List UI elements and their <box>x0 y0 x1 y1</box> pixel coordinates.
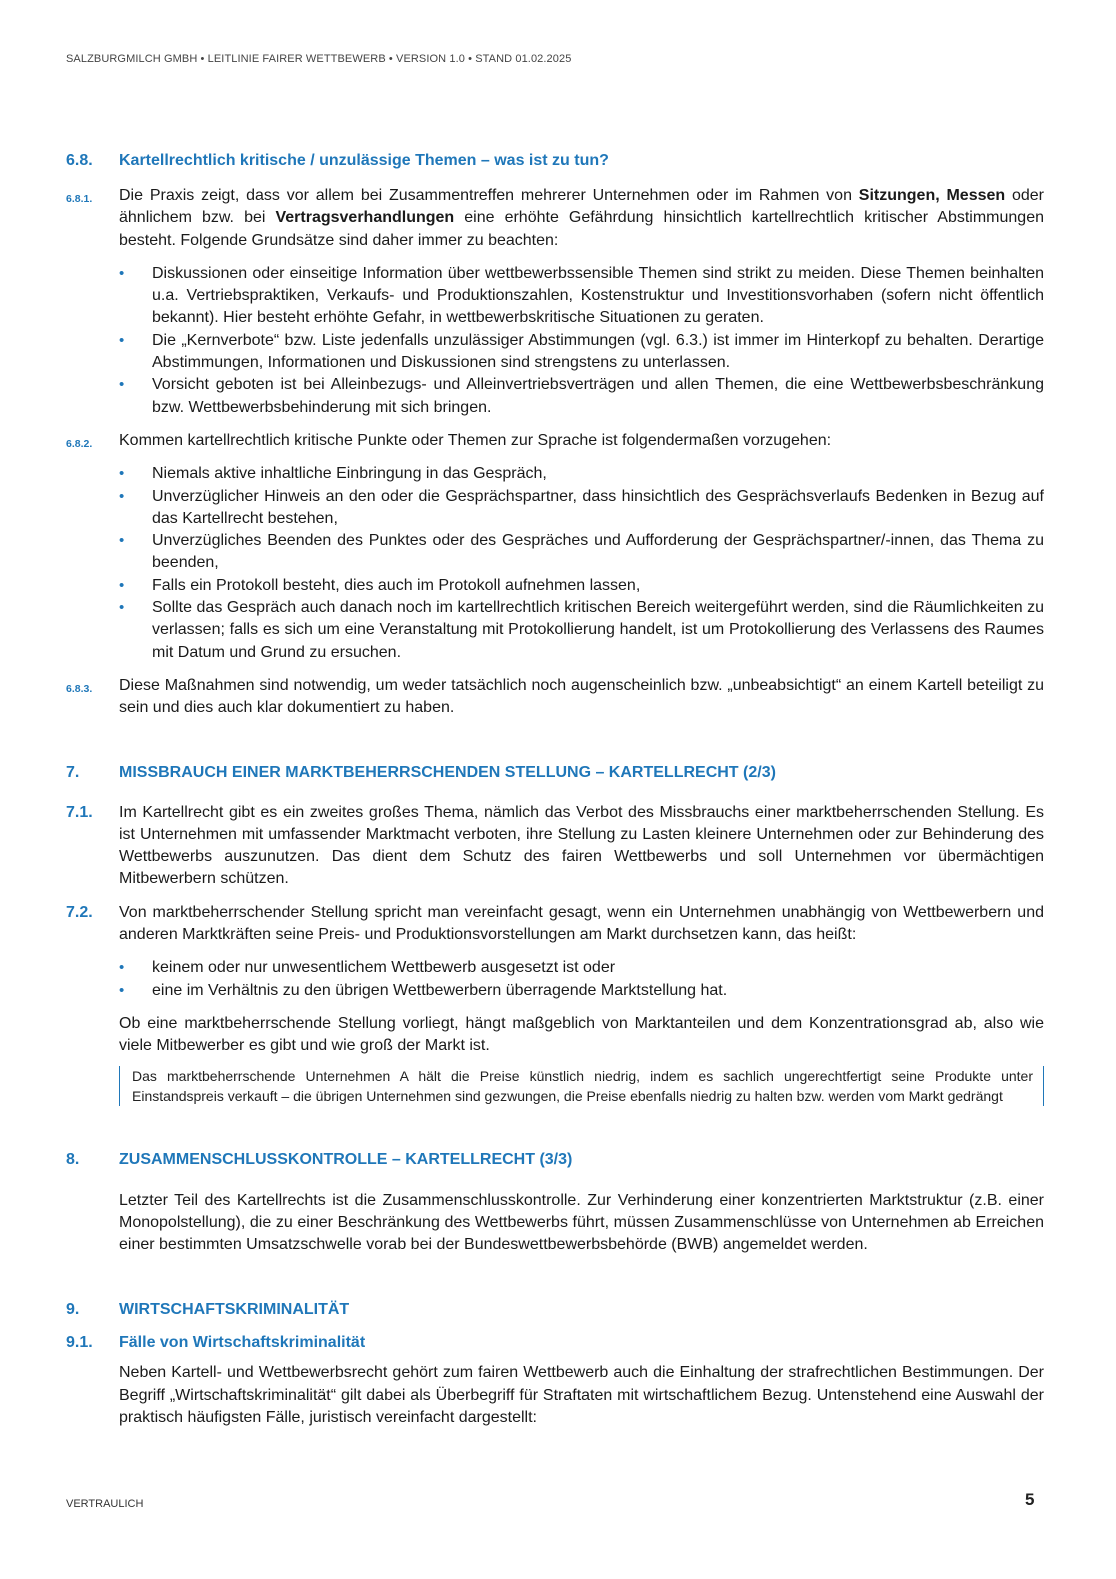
paragraph-number: 6.8.1. <box>66 193 93 205</box>
paragraph-text: Die Praxis zeigt, dass vor allem bei Zusammentreffen mehrerer Unternehmen oder im Rahmen von Sitzungen, Messen oder ähnlichem bzw. bei Vertragsverhandlungen eine erhöhte Gefährdung hinsichtlich kartellrechtlich kritischer Abstimmungen besteht. Folgende Grundsätze sind daher immer zu beachten: <box>119 187 1045 249</box>
list-item: • Niemals aktive inhaltliche Einbringung in das Gespräch, <box>119 463 1044 485</box>
bullet-list-7-2 <box>119 957 1044 1002</box>
section-8-heading <box>66 1149 1044 1171</box>
section-number: 9.1. <box>66 1334 93 1352</box>
paragraph-text: Von marktbeherrschender Stellung spricht man vereinfacht gesagt, wenn ein Unternehmen unabhängig von Wettbewerbern und anderen Marktkräften seine Preis- und Produktionsvorstellungen am Markt durchsetzen kann, das heißt: <box>119 903 1044 944</box>
section-number: 6.8. <box>66 152 93 169</box>
paragraph-7-1 <box>66 802 1044 891</box>
list-item: • Diskussionen oder einseitige Information über wettbewerbssensible Themen sind strikt zu meiden. Diese Themen beinhalten u.a. Vertriebspraktiken, Verkaufs- und Produktionszahlen, Kostenstruktur und Investitionsvorhaben (sofern nicht öffentlich bekannt). Hier besteht erhöhte Gefahr, in wettbewerbskritische Situationen zu geraten. <box>119 264 1044 327</box>
list-item: • keinem oder nur unwesentlichem Wettbewerb ausgesetzt ist oder <box>119 957 1044 979</box>
section-9-1-heading <box>66 1332 1044 1354</box>
bullet-icon: • <box>119 331 125 349</box>
bullet-icon: • <box>119 599 125 617</box>
section-title: WIRTSCHAFTSKRIMINALITÄT <box>119 1301 350 1319</box>
section-title: ZUSAMMENSCHLUSSKONTROLLE – KARTELLRECHT (3/3) <box>119 1150 573 1168</box>
bullet-icon: • <box>119 981 125 999</box>
paragraph-number: 6.8.2. <box>66 437 93 450</box>
section-title: Kartellrechtlich kritische / unzulässige Themen – was ist zu tun? <box>119 152 609 169</box>
section-title: MISSBRAUCH EINER MARKTBEHERRSCHENDEN STELLUNG – KARTELLRECHT (2/3) <box>119 763 776 781</box>
list-item: • Sollte das Gespräch auch danach noch im kartellrechtlich kritischen Bereich weitergeführt werden, sind die Räumlichkeiten zu verlassen; falls es sich um eine Veranstaltung mit Protokollierung handelt, ist um Protokollierung des Verlassens des Raumes mit Datum und Grund zu ersuchen. <box>119 599 1044 661</box>
paragraph-number: 6.8.3. <box>66 682 93 695</box>
paragraph-6-8-2 <box>66 430 1044 452</box>
paragraph-9-1: Neben Kartell- und Wettbewerbsrecht gehört zum fairen Wettbewerb auch die Einhaltung der strafrechtlichen Bestimmungen. Der Begriff „Wirtschaftskriminalität“ gilt dabei als Überbegriff für Straftaten mit wirtschaftlichem Bezug. Untenstehend eine Auswahl der praktisch häufigsten Fälle, juristisch vereinfacht dargestellt: <box>119 1364 1044 1426</box>
section-title: Fälle von Wirtschaftskriminalität <box>119 1334 366 1352</box>
bullet-list-6-8-2 <box>119 463 1044 664</box>
bullet-icon: • <box>119 959 125 977</box>
section-number: 8. <box>66 1150 80 1168</box>
paragraph-7-2-followup: Ob eine marktbeherrschende Stellung vorliegt, hängt maßgeblich von Marktanteilen und dem Konzentrationsgrad ab, also wie viele Mitbewerber es gibt und wie groß der Markt ist. <box>119 1014 1044 1055</box>
paragraph-text: Kommen kartellrechtlich kritische Punkte oder Themen zur Sprache ist folgendermaßen vorzugehen: <box>119 431 832 449</box>
paragraph-6-8-3 <box>66 675 1044 720</box>
paragraph-6-8-1 <box>66 185 1044 252</box>
section-9-heading <box>66 1299 1044 1321</box>
section-7-heading <box>66 762 1044 784</box>
bullet-list-6-8-1 <box>119 263 1044 419</box>
bullet-icon: • <box>119 376 125 394</box>
list-item: • Unverzüglicher Hinweis an den oder die Gesprächspartner, dass hinsichtlich des Gesprächsverlaufs Bedenken in Bezug auf das Kartellrecht bestehen, <box>119 487 1044 527</box>
list-item: • Unverzügliches Beenden des Punktes oder des Gespräches und Aufforderung der Gesprächspartner/-innen, das Thema zu beenden, <box>119 532 1044 572</box>
section-number: 7. <box>66 763 80 781</box>
list-item: • Vorsicht geboten ist bei Alleinbezugs- und Alleinvertriebsverträgen und allen Themen, die eine Wettbewerbsbeschränkung bzw. Wettbewerbsbehinderung mit sich bringen. <box>119 376 1044 416</box>
paragraph-number: 7.2. <box>66 903 93 921</box>
paragraph-text: Im Kartellrecht gibt es ein zweites großes Thema, nämlich das Verbot des Missbrauchs einer marktbeherrschenden Stellung. Es ist Unternehmen mit umfassender Marktmacht verboten, ihre Stellung zu Lasten kleinere Unternehmen oder zur Behinderung des Wettbewerbs auszunutzen. Das dient dem Schutz des fairen Wettbewerbs und soll Unternehmen vor übermächtigen Mitbewerbern schützen. <box>119 803 1044 888</box>
list-item: • eine im Verhältnis zu den übrigen Wettbewerbern überragende Marktstellung hat. <box>119 980 1044 1002</box>
list-item: • Falls ein Protokoll besteht, dies auch im Protokoll aufnehmen lassen, <box>119 575 1044 597</box>
bullet-icon: • <box>119 576 125 594</box>
paragraph-7-2 <box>66 902 1044 947</box>
section-6-8-heading <box>66 150 1044 172</box>
paragraph-text: Diese Maßnahmen sind notwendig, um weder tatsächlich noch augenscheinlich bzw. „unbeabsichtigt“ an einem Kartell beteiligt zu sein und dies auch klar dokumentiert zu haben. <box>119 676 1044 717</box>
bullet-icon: • <box>119 487 125 505</box>
example-note: Das marktbeherrschende Unternehmen A hält die Preise künstlich niedrig, indem es sachlich ungerechtfertigt seine Produkte unter Einstandspreis verkauft – die übrigen Unternehmen sind gezwungen, die Preise ebenfalls niedrig zu halten bzw. werden vom Markt gedrängt <box>119 1066 1044 1106</box>
paragraph-number: 7.1. <box>66 803 93 821</box>
bullet-icon: • <box>119 465 125 483</box>
list-item: • Die „Kernverbote“ bzw. Liste jedenfalls unzulässiger Abstimmungen (vgl. 6.3.) ist immer im Hinterkopf zu behalten. Derartige Abstimmungen, Informationen und Diskussionen sind strengstens zu unterlassen. <box>119 331 1044 372</box>
page-number: 5 <box>1025 1490 1035 1509</box>
section-number: 9. <box>66 1301 80 1319</box>
page-content <box>66 150 1044 1429</box>
bullet-icon: • <box>119 264 125 282</box>
paragraph-8: Letzter Teil des Kartellrechts ist die Zusammenschlusskontrolle. Zur Verhinderung einer konzentrierten Marktstruktur (z.B. einer Monopolstellung), die zu einer Beschränkung des Wettbewerbs führt, müssen Zusammenschlüsse von Unternehmen ab Erreichen einer bestimmten Umsatzschwelle vorab bei der Bundeswettbewerbsbehörde (BWB) angemeldet werden. <box>119 1191 1044 1254</box>
bullet-icon: • <box>119 532 125 550</box>
document-header: SALZBURGMILCH GMBH • LEITLINIE FAIRER WETTBEWERB • VERSION 1.0 • STAND 01.02.2025 <box>66 53 572 65</box>
confidential-label: VERTRAULICH <box>66 1498 144 1510</box>
